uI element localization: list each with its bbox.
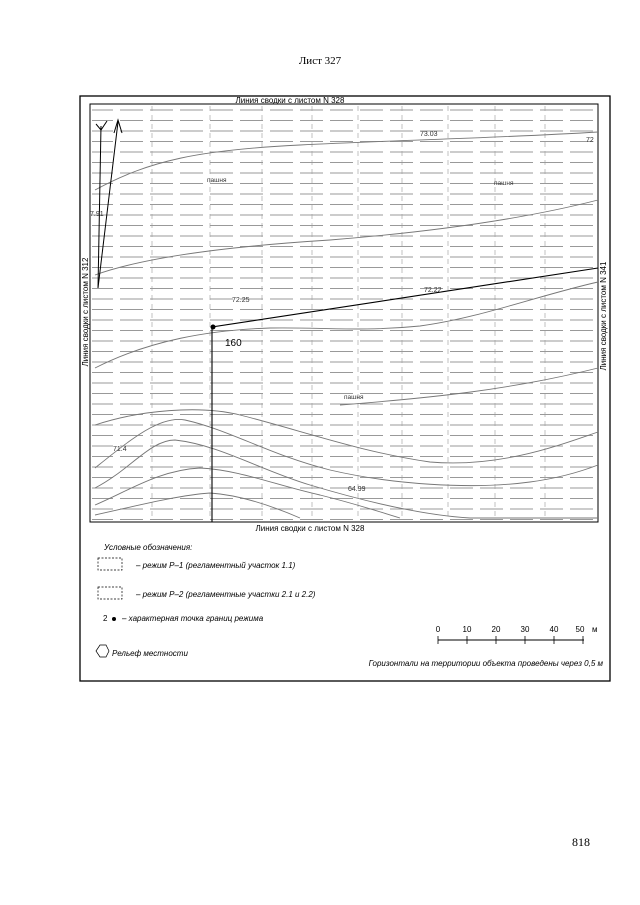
contour-interval-note: Горизонтали на территории объекта проведены через 0,5 м <box>368 659 603 668</box>
scale-tick: 40 <box>549 625 559 634</box>
legend-item-regime-1: – режим Р–1 (регламентный участок 1.1) <box>136 561 296 570</box>
contour-label: 72.22 <box>424 287 442 294</box>
contour-label: 72 <box>586 137 594 144</box>
scale-tick: 30 <box>520 625 530 634</box>
contour-label: 71.4 <box>113 446 127 453</box>
scale-bar <box>436 625 598 644</box>
scale-tick: 10 <box>462 625 472 634</box>
point-label: 160 <box>225 338 242 349</box>
sheet-title: Лист 327 <box>298 55 342 67</box>
match-line-bottom: Линия сводки с листом N 328 <box>255 524 365 533</box>
regime-hatch <box>92 106 596 520</box>
contour-label: 7.91 <box>90 211 104 218</box>
legend-item-regime-2: – режим Р–2 (регламентные участки 2.1 и 2.2) <box>136 590 316 599</box>
legend-title: Условные обозначения: <box>104 543 193 552</box>
boundary-point <box>211 325 216 330</box>
match-line-top: Линия сводки с листом N 328 <box>235 96 345 105</box>
scale-unit: м <box>592 625 598 634</box>
scale-tick: 0 <box>435 625 441 634</box>
match-line-left: Линия сводки с листом N 312 <box>81 257 90 367</box>
land-label: пашня <box>494 180 514 187</box>
land-label: пашня <box>344 394 364 401</box>
scale-tick: 20 <box>491 625 501 634</box>
page-number: 818 <box>572 835 590 849</box>
match-line-right: Линия сводки с листом N 341 <box>599 261 608 371</box>
contour-label: 73.03 <box>420 131 438 138</box>
dashed-box-icon <box>98 587 122 599</box>
dot-icon <box>112 617 116 621</box>
contour-label: 72.25 <box>232 297 250 304</box>
legend-marker-number: 2 <box>103 614 108 623</box>
land-label: пашня <box>207 177 227 184</box>
scale-tick: 50 <box>575 625 585 634</box>
legend-item-relief: Рельеф местности <box>112 649 188 658</box>
legend-item-point: – характерная точка границ режима <box>122 614 264 623</box>
contour-label: 64.99 <box>348 486 366 493</box>
relief-icon <box>96 645 109 657</box>
dashed-box-icon <box>98 558 122 570</box>
